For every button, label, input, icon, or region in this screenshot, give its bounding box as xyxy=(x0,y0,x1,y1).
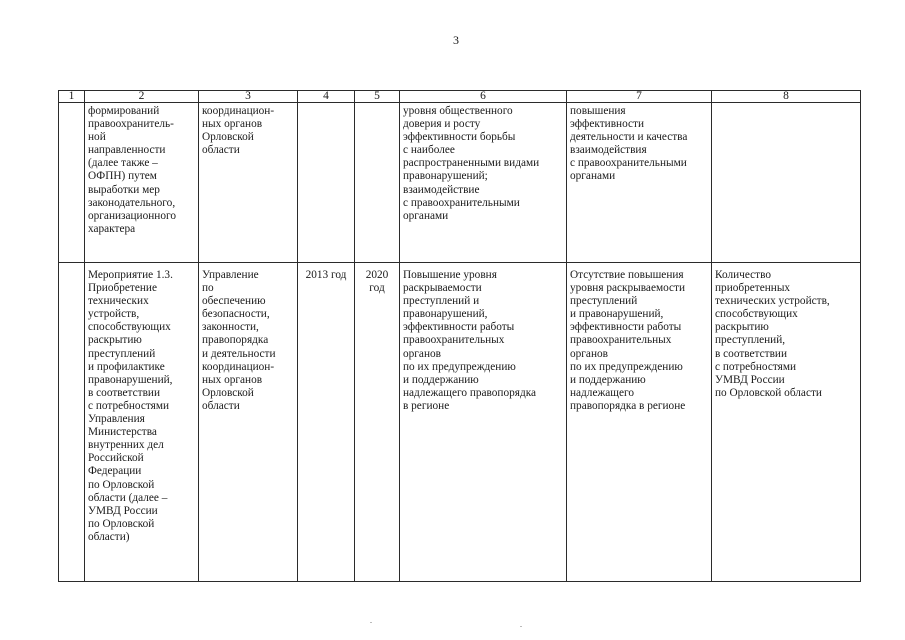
row1-end-cell xyxy=(355,103,400,263)
header-col-6: 6 xyxy=(400,91,567,103)
header-col-7: 7 xyxy=(567,91,712,103)
scan-artifact xyxy=(370,622,372,623)
row2-executor-cell: Управление по обеспечению безопасности, законности, правопорядка и деятельности координацион- ных органов Орловской области xyxy=(199,263,298,582)
header-col-3: 3 xyxy=(199,91,298,103)
row1-expected-result-cell: уровня общественного доверия и росту эффективности борьбы с наиболее распространенными видами правонарушений; взаимодействие с правоохранительными органами xyxy=(400,103,567,263)
row1-col1 xyxy=(59,103,85,263)
row1-indicator-cell xyxy=(712,103,861,263)
scan-artifact xyxy=(520,626,522,627)
row1-measure-cell: формирований правоохранитель- ной направленности (далее также – ОФПН) путем выработки мер законодательного, организационного характера xyxy=(85,103,199,263)
header-col-1: 1 xyxy=(59,91,85,103)
row2-expected-result-cell: Повышение уровня раскрываемости преступлений и правонарушений, эффективности работы правоохранительных органов по их предупреждению и поддержанию надлежащего правопорядка в регионе xyxy=(400,263,567,582)
row2-start-cell: 2013 год xyxy=(298,263,355,582)
measures-table xyxy=(58,90,861,582)
header-col-8: 8 xyxy=(712,91,861,103)
header-col-4: 4 xyxy=(298,91,355,103)
row2-measure-cell: Мероприятие 1.3. Приобретение технических устройств, способствующих раскрытию преступлений и профилактике правонарушений, в соответствии с потребностями Управления Министерства внутренних дел Российской Федерации по Орловской области (далее – УМВД России по Орловской области) xyxy=(85,263,199,582)
header-col-2: 2 xyxy=(85,91,199,103)
page-number: 3 xyxy=(453,33,459,47)
table-row xyxy=(59,263,861,582)
row1-start-cell xyxy=(298,103,355,263)
row2-consequences-cell: Отсутствие повышения уровня раскрываемости преступлений и правонарушений, эффективности работы правоохранительных органов по их предупреждению и поддержанию надлежащего правопорядка в регионе xyxy=(567,263,712,582)
header-row xyxy=(59,91,861,103)
row2-col1 xyxy=(59,263,85,582)
row2-end-cell: 2020 год xyxy=(355,263,400,582)
header-col-5: 5 xyxy=(355,91,400,103)
row1-executor-cell: координацион- ных органов Орловской области xyxy=(199,103,298,263)
table-row xyxy=(59,103,861,263)
row2-indicator-cell: Количество приобретенных технических устройств, способствующих раскрытию преступлений, в соответствии с потребностями УМВД России по Орловской области xyxy=(712,263,861,582)
row1-consequences-cell: повышения эффективности деятельности и качества взаимодействия с правоохранительными органами xyxy=(567,103,712,263)
